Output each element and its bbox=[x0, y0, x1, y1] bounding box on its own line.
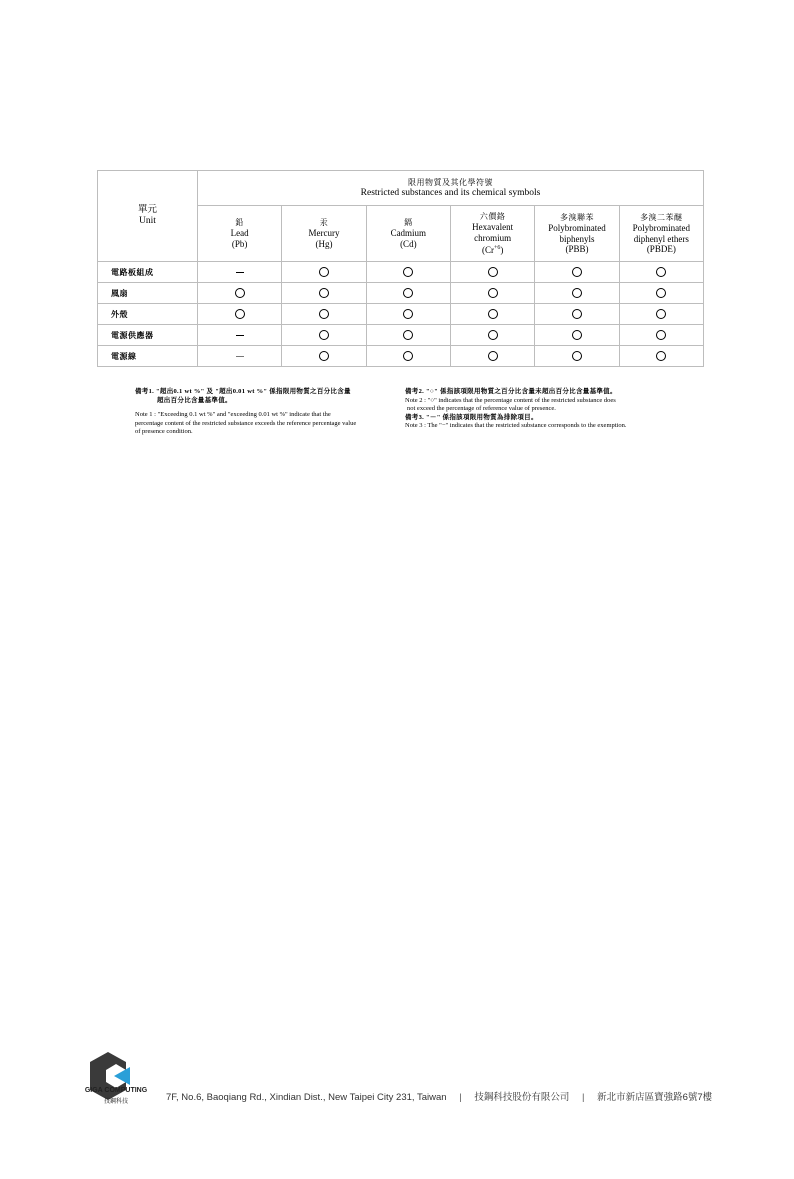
note1-zh-line2: 超出百分比含量基準值。 bbox=[157, 396, 232, 404]
note1-zh-line1: 備考1. "超出0.1 wt %" 及 "超出0.01 wt %" 係指限用物質之百分比含量 bbox=[135, 388, 351, 395]
col-zh: 六價鉻 bbox=[479, 211, 506, 221]
circle-mark bbox=[656, 309, 666, 319]
table-cell bbox=[619, 346, 703, 367]
note2-zh: 備考2. "○" 係指該項限用物質之百分比含量未超出百分比含量基準值。 bbox=[405, 388, 617, 395]
logo-company-name: GIGA COMPUTING bbox=[84, 1087, 148, 1094]
column-header-pbde bbox=[619, 206, 703, 262]
dash-mark bbox=[236, 356, 244, 357]
circle-mark bbox=[488, 351, 498, 361]
circle-mark bbox=[319, 288, 329, 298]
group-header-zh: 限用物質及其化學符號 bbox=[408, 178, 493, 187]
table-cell bbox=[198, 304, 282, 325]
col-en-line1: Polybrominated bbox=[548, 223, 606, 233]
table-cell bbox=[535, 262, 619, 283]
circle-mark bbox=[403, 330, 413, 340]
address-en: 7F, No.6, Baoqiang Rd., Xindian Dist., New Taipei City 231, Taiwan bbox=[166, 1092, 447, 1103]
circle-mark bbox=[572, 288, 582, 298]
col-en-line2: diphenyl ethers bbox=[633, 233, 689, 244]
note2-en-line1: Note 2 : "○" indicates that the percentage content of the restricted substance does bbox=[405, 396, 616, 404]
table-cell bbox=[366, 346, 450, 367]
circle-mark bbox=[572, 351, 582, 361]
circle-mark bbox=[656, 288, 666, 298]
row-unit-name: 外殼 bbox=[98, 304, 198, 325]
table-row bbox=[98, 283, 704, 304]
table-cell bbox=[282, 325, 366, 346]
circle-mark bbox=[403, 351, 413, 361]
row-unit-name: 電路板組成 bbox=[98, 262, 198, 283]
circle-mark bbox=[488, 267, 498, 277]
col-zh: 汞 bbox=[319, 217, 329, 227]
notes-left bbox=[135, 388, 387, 437]
circle-mark bbox=[319, 351, 329, 361]
column-header-cadmium bbox=[366, 206, 450, 262]
circle-mark bbox=[403, 309, 413, 319]
circle-mark bbox=[235, 309, 245, 319]
col-en-line1: Polybrominated bbox=[632, 223, 691, 233]
circle-mark bbox=[319, 309, 329, 319]
table-cell bbox=[619, 283, 703, 304]
unit-header-en: Unit bbox=[139, 216, 156, 226]
col-symbol bbox=[451, 243, 534, 256]
table-cell bbox=[282, 262, 366, 283]
col-symbol: (Hg) bbox=[315, 238, 333, 249]
note1-en-line3: of presence condition. bbox=[135, 428, 193, 435]
table-row bbox=[98, 325, 704, 346]
circle-mark bbox=[403, 267, 413, 277]
col-zh: 多溴二苯醚 bbox=[640, 212, 683, 222]
column-header-pbb bbox=[535, 206, 619, 262]
circle-mark bbox=[572, 309, 582, 319]
table-cell bbox=[198, 283, 282, 304]
unit-header bbox=[98, 171, 198, 262]
table-cell bbox=[450, 283, 534, 304]
circle-mark bbox=[488, 309, 498, 319]
col-zh: 鉛 bbox=[235, 217, 244, 227]
table-cell bbox=[619, 262, 703, 283]
address-zh: 新北市新店區寶強路6號7樓 bbox=[597, 1092, 713, 1103]
circle-mark bbox=[572, 330, 582, 340]
group-header-en: Restricted substances and its chemical symbols bbox=[360, 188, 541, 198]
table-cell bbox=[450, 304, 534, 325]
note1-en-line2: percentage content of the restricted substance exceeds the reference percentage value bbox=[135, 419, 357, 427]
footer-address bbox=[166, 1089, 712, 1103]
table-row bbox=[98, 304, 704, 325]
table-cell bbox=[198, 325, 282, 346]
col-symbol: (Cd) bbox=[400, 238, 417, 249]
separator: | bbox=[582, 1092, 585, 1103]
table-cell bbox=[282, 283, 366, 304]
dash-mark bbox=[236, 272, 244, 273]
col-zh: 鎘 bbox=[404, 217, 413, 227]
table-cell bbox=[366, 283, 450, 304]
note3-zh: 備考3. "－" 係指該項限用物質為排除項目。 bbox=[405, 413, 538, 421]
table-cell bbox=[366, 262, 450, 283]
column-header-hexavalent-chromium bbox=[450, 206, 534, 262]
dash-mark bbox=[236, 335, 244, 336]
table-cell bbox=[450, 346, 534, 367]
circle-mark bbox=[488, 288, 498, 298]
table-cell bbox=[198, 262, 282, 283]
table-cell bbox=[282, 304, 366, 325]
table-cell bbox=[535, 304, 619, 325]
row-unit-name: 電源供應器 bbox=[98, 325, 198, 346]
col-symbol: (PBDE) bbox=[646, 244, 676, 254]
note2-en-line2: not exceed the percentage of reference value of presence. bbox=[407, 405, 556, 412]
col-symbol-end: ) bbox=[500, 245, 504, 255]
table-cell bbox=[619, 325, 703, 346]
note3-en: Note 3 : The "−" indicates that the restricted substance corresponds to the exemption. bbox=[405, 422, 627, 429]
table-cell bbox=[366, 304, 450, 325]
table-cell bbox=[450, 325, 534, 346]
col-zh: 多溴聯苯 bbox=[559, 212, 594, 222]
logo-company-name-zh: 技鋼科技 bbox=[103, 1099, 128, 1105]
col-en-line2: chromium bbox=[474, 232, 512, 243]
logo-blue-triangle bbox=[114, 1067, 130, 1085]
table-cell bbox=[366, 325, 450, 346]
col-en-line1: Hexavalent bbox=[472, 222, 514, 232]
row-unit-name: 風扇 bbox=[98, 283, 198, 304]
circle-mark bbox=[488, 330, 498, 340]
col-en: Lead bbox=[230, 228, 249, 239]
table-row bbox=[98, 346, 704, 367]
table-body bbox=[98, 262, 704, 367]
table-cell bbox=[450, 262, 534, 283]
circle-mark bbox=[656, 351, 666, 361]
col-en: Mercury bbox=[308, 228, 340, 239]
table-cell bbox=[282, 346, 366, 367]
col-symbol: (PBB) bbox=[565, 244, 589, 254]
row-unit-name: 電源線 bbox=[98, 346, 198, 367]
company-zh: 技鋼科技股份有限公司 bbox=[474, 1092, 570, 1103]
table-cell bbox=[619, 304, 703, 325]
circle-mark bbox=[656, 330, 666, 340]
substances-group-header bbox=[198, 171, 704, 206]
circle-mark bbox=[572, 267, 582, 277]
table-cell bbox=[535, 325, 619, 346]
notes-right bbox=[405, 388, 695, 431]
column-header-lead bbox=[198, 206, 282, 262]
col-en-line2: biphenyls bbox=[559, 233, 595, 244]
table-cell bbox=[198, 346, 282, 367]
circle-mark bbox=[319, 267, 329, 277]
circle-mark bbox=[319, 330, 329, 340]
separator: | bbox=[459, 1092, 462, 1103]
rohs-table bbox=[97, 170, 704, 367]
unit-header-zh: 單元 bbox=[137, 205, 157, 215]
circle-mark bbox=[656, 267, 666, 277]
note1-en-line1: Note 1 : "Exceeding 0.1 wt %" and "exceeding 0.01 wt %" indicate that the bbox=[135, 411, 331, 418]
table-cell bbox=[535, 346, 619, 367]
col-symbol: (Pb) bbox=[231, 238, 248, 249]
circle-mark bbox=[235, 288, 245, 298]
table-cell bbox=[535, 283, 619, 304]
col-symbol-base: (Cr bbox=[481, 245, 494, 255]
circle-mark bbox=[403, 288, 413, 298]
table-row bbox=[98, 262, 704, 283]
col-symbol-sup: +6 bbox=[493, 245, 501, 251]
col-en: Cadmium bbox=[390, 228, 427, 239]
column-header-mercury bbox=[282, 206, 366, 262]
